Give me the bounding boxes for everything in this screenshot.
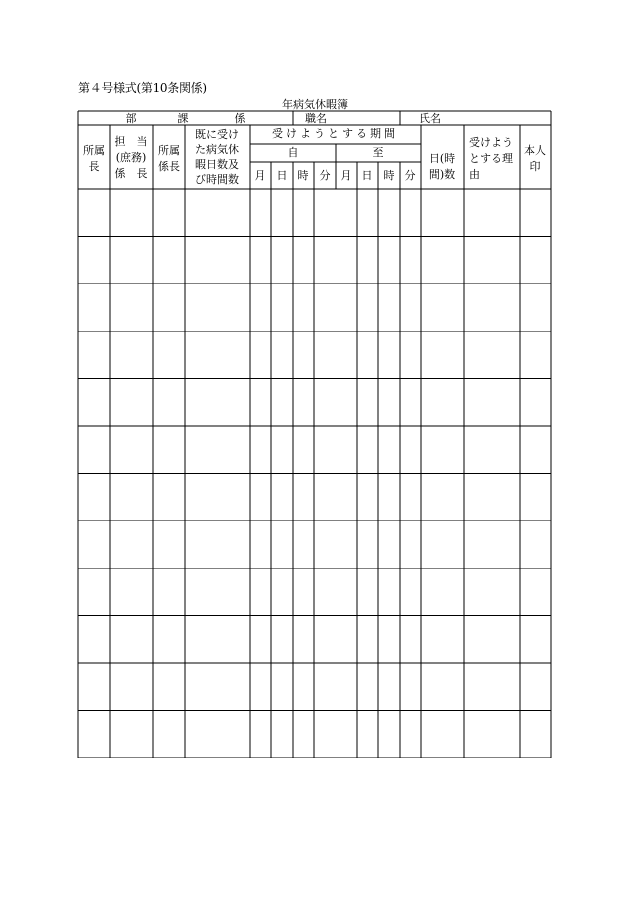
seal-line-1: 本人 — [524, 144, 546, 157]
clerk-chief-line-2: (庶務) — [115, 151, 147, 164]
reason-line-3: 由 — [469, 168, 480, 181]
minute-to-label: 分 — [404, 169, 416, 182]
document-title-text: 年病気休暇簿 — [282, 98, 348, 111]
head-of-office-line-1: 所属 — [83, 144, 105, 157]
department-label: 部 — [125, 112, 137, 125]
hour-to-label: 時 — [383, 169, 395, 182]
head-of-office-line-2: 長 — [88, 160, 100, 173]
minute-from-label: 分 — [319, 169, 331, 182]
position-label: 職名 — [305, 112, 327, 125]
section-label: 課 — [177, 112, 189, 125]
days-hours-line-2: 間)数 — [428, 168, 456, 181]
reason-line-1: 受けよう — [469, 136, 513, 149]
day-from-label: 日 — [276, 169, 288, 182]
unit-label: 係 — [234, 112, 246, 125]
from-label: 自 — [287, 146, 299, 159]
seal-line-2: 印 — [529, 160, 541, 173]
unit-chief-line-1: 所属 — [158, 144, 180, 157]
used-leave-days-line-3: 暇日数及 — [195, 158, 239, 171]
reason-line-2: とする理 — [469, 152, 513, 165]
month-from-label: 月 — [254, 169, 266, 182]
used-leave-days-line-4: び時間数 — [195, 173, 239, 186]
requested-period-label: 受けようとする期間 — [272, 127, 398, 140]
to-label: 至 — [372, 146, 384, 159]
used-leave-days-line-1: 既に受け — [195, 128, 239, 141]
month-to-label: 月 — [340, 169, 352, 182]
clerk-chief-line-1: 担 当 — [114, 135, 148, 148]
days-hours-line-1: 日(時 — [428, 152, 456, 165]
clerk-chief-line-3: 係 長 — [114, 167, 148, 180]
hour-from-label: 時 — [297, 169, 309, 182]
form-number-label: 第４号様式(第10条関係) — [78, 81, 207, 95]
day-to-label: 日 — [361, 169, 373, 182]
unit-chief-line-2: 係長 — [158, 160, 180, 173]
name-label: 氏名 — [419, 112, 441, 125]
used-leave-days-line-2: た病気休 — [195, 143, 239, 156]
